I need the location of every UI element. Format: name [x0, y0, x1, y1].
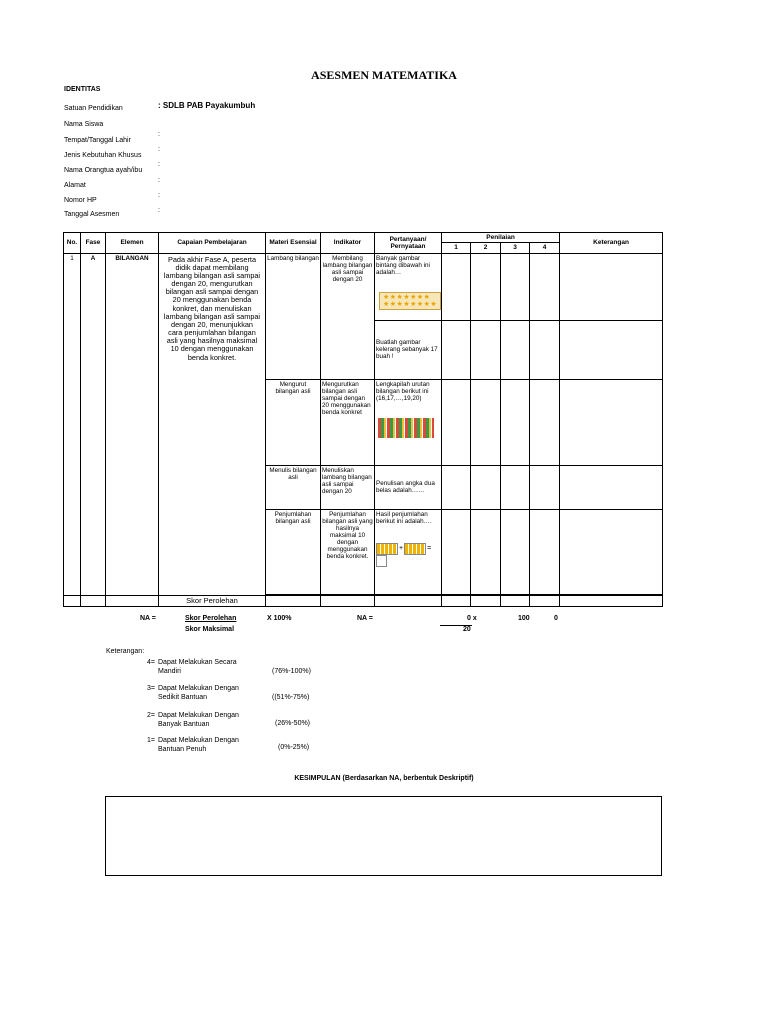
page-title: ASESMEN MATEMATIKA: [311, 68, 457, 82]
field-label-nama: Nama Siswa: [64, 121, 104, 128]
header-materi: Materi Esensial: [266, 233, 321, 254]
cell-no: 1: [64, 253, 81, 595]
header-score-2: 2: [471, 243, 501, 253]
field-value-ttl: :: [158, 131, 160, 138]
header-pertanyaan: Pertanyaan/ Pernyataan: [375, 233, 442, 254]
equals-icon: =: [427, 544, 432, 552]
score-cell[interactable]: [442, 253, 471, 320]
score-cell[interactable]: [530, 379, 560, 465]
skor-total-cell[interactable]: [471, 595, 501, 606]
header-penilaian: Penilaian: [442, 233, 560, 243]
field-label-tanggal: Tanggal Asesmen: [64, 211, 120, 218]
cell-materi-3: Menulis bilangan asli: [266, 465, 321, 509]
cell-indikator-3: Menuliskan lambang bilangan asli sampai dengan 20: [321, 465, 375, 509]
question-text: Banyak gambar bintang dibawah ini adalah…: [376, 254, 430, 276]
keterangan-code-3: 3=: [147, 685, 155, 692]
skor-empty: [375, 595, 442, 606]
score-cell[interactable]: [442, 320, 471, 379]
cell-materi-2: Mengurut bilangan asli: [266, 379, 321, 465]
score-cell[interactable]: [530, 320, 560, 379]
box-icon: [404, 543, 426, 555]
field-value-hp: :: [158, 192, 160, 199]
assessment-table: [63, 232, 663, 607]
skor-perolehan-label: Skor Perolehan: [159, 595, 266, 606]
header-fase: Fase: [81, 233, 106, 254]
kesimpulan-heading: KESIMPULAN (Berdasarkan NA, berbentuk Deskriptif): [294, 775, 474, 782]
keterangan-cell[interactable]: [560, 379, 663, 465]
field-label-orangtua: Nama Orangtua ayah/ibu: [64, 167, 143, 174]
field-label-jenis: Jenis Kebutuhan Khusus: [64, 152, 142, 159]
header-keterangan: Keterangan: [560, 233, 663, 254]
na-label-2: NA =: [357, 615, 373, 622]
score-cell[interactable]: [530, 253, 560, 320]
skor-empty: [321, 595, 375, 606]
cell-pertanyaan-3: Penulisan angka dua belas adalah……: [375, 465, 442, 509]
cell-elemen: BILANGAN: [106, 253, 159, 595]
identitas-heading: IDENTITAS: [64, 86, 101, 93]
keterangan-range-4: (76%-100%): [272, 668, 311, 675]
header-score-3: 3: [501, 243, 530, 253]
skor-empty: [266, 595, 321, 606]
cell-indikator-4: Penjumlahan bilangan asli yang hasilnya maksimal 10 dengan menggunakan benda konkret.: [321, 509, 375, 594]
header-elemen: Elemen: [106, 233, 159, 254]
score-cell[interactable]: [530, 509, 560, 594]
keterangan-code-4: 4=: [147, 659, 155, 666]
cell-materi-1: Lambang bilangan: [266, 253, 321, 379]
field-value-jenis: :: [158, 146, 160, 153]
keterangan-code-1: 1=: [147, 737, 155, 744]
cell-indikator-2: Mengurutkan bilangan asli sampai dengan 20 menggunakan benda konkret: [321, 379, 375, 465]
skor-empty-no: [64, 595, 81, 606]
score-cell[interactable]: [442, 465, 471, 509]
score-cell[interactable]: [501, 320, 530, 379]
header-capaian: Capaian Pembelajaran: [159, 233, 266, 254]
empty-box-icon: [376, 555, 387, 567]
skor-maksimal-text: Skor Maksimal: [185, 626, 235, 633]
na-hundred: 100: [518, 615, 530, 622]
field-label-hp: Nomor HP: [64, 197, 97, 204]
score-cell[interactable]: [442, 509, 471, 594]
cell-pertanyaan-4: [375, 509, 442, 594]
stars-image: ★★★★★★★ ★★★★★★★★: [379, 292, 441, 311]
field-label-ttl: Tempat/Tanggal Lahir: [64, 137, 131, 144]
cell-capaian: Pada akhir Fase A, peserta didik dapat membilang lambang bilangan asli sampai dengan 20, mengurutkan bilangan asli sampai dengan 20 menggunakan benda konkret, dan menuliskan lambang bilangan asli sampai dengan 20, menunjukkan cara penjumlahan bilangan asli yang hasilnya maksimal 10 dengan menggunakan benda konkret.: [159, 253, 266, 595]
cell-fase: A: [81, 253, 106, 595]
na-label: NA =: [140, 615, 156, 622]
skor-total-cell[interactable]: [501, 595, 530, 606]
keterangan-text-3: Dapat Melakukan Dengan Sedikit Bantuan: [158, 685, 239, 701]
score-cell[interactable]: [471, 253, 501, 320]
keterangan-cell[interactable]: [560, 509, 663, 594]
cell-pertanyaan-2: [375, 379, 442, 465]
field-value-alamat: :: [158, 177, 160, 184]
box-icon: [376, 543, 398, 555]
cell-pertanyaan-1b: Buatlah gambar kelerang sebanyak 17 buah !: [375, 320, 442, 379]
field-label-satuan: Satuan Pendidikan: [64, 105, 123, 112]
skor-perolehan-text: Skor Perolehan: [185, 615, 237, 622]
keterangan-range-1: (0%-25%): [278, 744, 310, 751]
skor-total-cell[interactable]: [442, 595, 471, 606]
keterangan-text-1: Dapat Melakukan Dengan Bantuan Penuh: [158, 737, 239, 753]
score-cell[interactable]: [501, 253, 530, 320]
keterangan-cell[interactable]: [560, 253, 663, 320]
skor-empty-elemen: [106, 595, 159, 606]
score-cell[interactable]: [501, 509, 530, 594]
score-cell[interactable]: [501, 465, 530, 509]
keterangan-cell[interactable]: [560, 465, 663, 509]
kesimpulan-box[interactable]: [105, 796, 662, 876]
pencils-image: [378, 418, 434, 438]
keterangan-code-2: 2=: [147, 712, 155, 719]
keterangan-range-3: ((51%-75%): [272, 694, 310, 701]
skor-empty-fase: [81, 595, 106, 606]
na-result: 0: [554, 615, 558, 622]
score-cell[interactable]: [471, 379, 501, 465]
score-cell[interactable]: [501, 379, 530, 465]
question-text: Lengkapilah urutan bilangan berikut ini (16,17,…,19,20): [376, 380, 430, 402]
field-value-tanggal: :: [158, 207, 160, 214]
skor-keterangan-cell[interactable]: [560, 595, 663, 606]
keterangan-cell[interactable]: [560, 320, 663, 379]
plus-icon: +: [399, 544, 404, 552]
keterangan-text-2: Dapat Melakukan Dengan Banyak Bantuan: [158, 712, 239, 728]
cell-pertanyaan-1a: [375, 253, 442, 320]
header-score-4: 4: [530, 243, 560, 253]
score-cell[interactable]: [530, 465, 560, 509]
header-indikator: Indikator: [321, 233, 375, 254]
cell-indikator-1: Membilang lambang bilangan asli sampai dengan 20: [321, 253, 375, 379]
score-cell[interactable]: [442, 379, 471, 465]
keterangan-range-2: (26%-50%): [275, 720, 311, 727]
skor-total-cell[interactable]: [530, 595, 560, 606]
field-label-alamat: Alamat: [64, 182, 86, 189]
header-score-1: 1: [442, 243, 471, 253]
keterangan-text-4: Dapat Melakukan Secara Mandiri: [158, 659, 237, 675]
question-text: Hasil penjumlahan berikut ini adalah….: [376, 510, 432, 525]
addition-image: [376, 543, 440, 567]
score-cell[interactable]: [471, 509, 501, 594]
na-numerator: 0 x: [467, 615, 477, 622]
field-value-satuan: : SDLB PAB Payakumbuh: [158, 101, 256, 110]
score-cell[interactable]: [471, 320, 501, 379]
cell-materi-4: Penjumlahan bilangan asli: [266, 509, 321, 594]
keterangan-heading: Keterangan:: [106, 648, 145, 655]
x100-text: X 100%: [267, 615, 292, 622]
field-value-orangtua: :: [158, 161, 160, 168]
na-denominator: 20: [463, 626, 471, 633]
score-cell[interactable]: [471, 465, 501, 509]
header-no: No.: [64, 233, 81, 254]
